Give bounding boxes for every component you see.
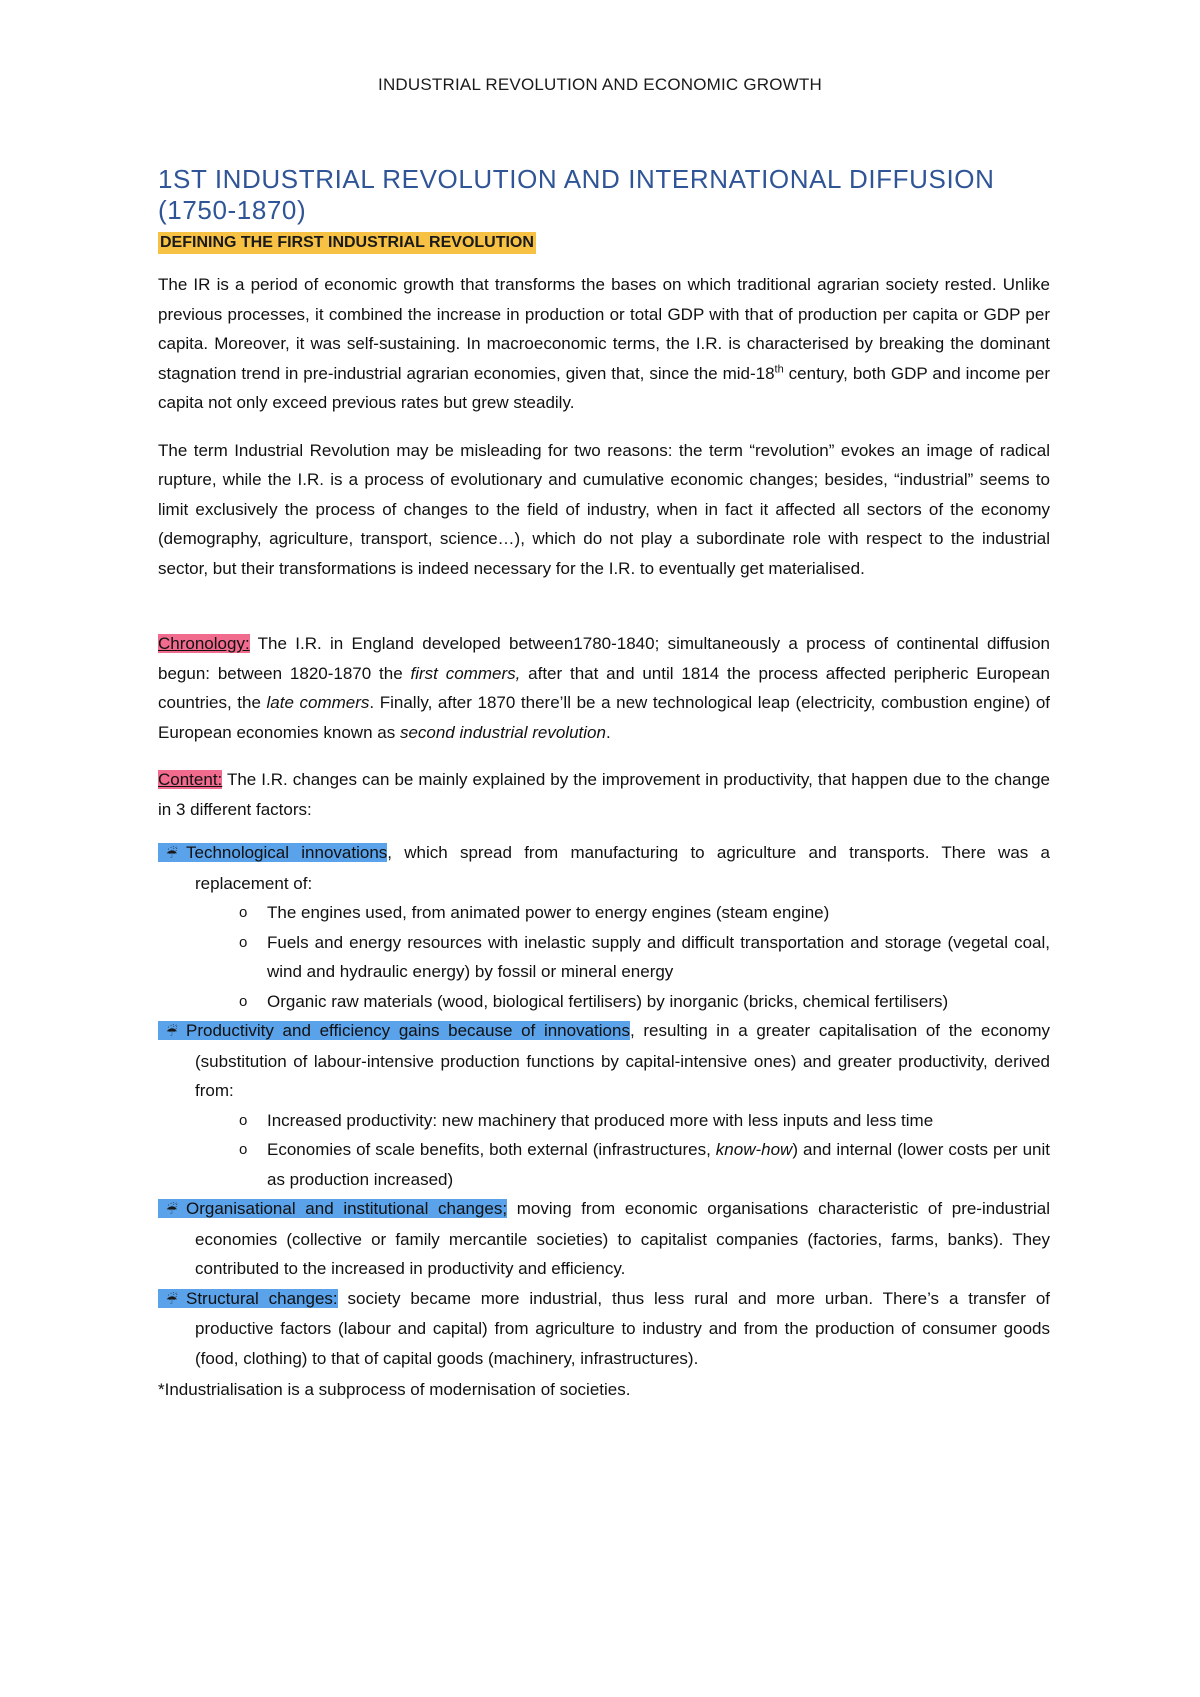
sub-list (195, 1106, 1050, 1195)
sub-item-text: Fuels and energy resources with inelastic supply and difficult transportation and storage (vegetal coal, wind and hydraulic energy) by fossil or mineral energy (267, 932, 1050, 981)
list-item (166, 838, 1050, 1016)
footnote: *Industrialisation is a subprocess of modernisation of societies. (158, 1380, 631, 1399)
chronology-label: Chronology: (158, 634, 250, 653)
italic-term: first commers, (410, 663, 521, 683)
page-title: 1ST INDUSTRIAL REVOLUTION AND INTERNATIONAL DIFFUSION (1750-1870) (158, 164, 995, 225)
paragraph-text: century, both GDP and income per capita not only exceed previous rates but grew steadily. (158, 363, 1050, 412)
umbrella-bullet-icon: ☔ (166, 1202, 178, 1217)
factor-list (158, 838, 1050, 1373)
sub-list-item (239, 898, 1050, 928)
umbrella-bullet-icon: ☔ (166, 1024, 178, 1039)
sub-list-item (239, 928, 1050, 987)
italic-term: know-how (715, 1140, 793, 1159)
italic-term: late commers (266, 693, 370, 712)
bullet-text: , which spread from manufacturing to agriculture and transports. There was a replacement of: (195, 843, 1050, 893)
bullet-label: Structural changes: (186, 1288, 338, 1308)
list-item (166, 1194, 1050, 1284)
bullet-highlight (158, 1199, 507, 1218)
superscript: th (774, 362, 784, 375)
umbrella-bullet-icon: ☔ (166, 1291, 178, 1307)
sub-list-item (239, 1106, 1050, 1136)
paragraph-content (158, 765, 1050, 824)
bullet-text: , resulting in a greater capitalisation of the economy (substitution of labour-intensive production functions by capital-intensive ones) and greater productivity, derived from: (195, 1021, 1051, 1100)
paragraph-text: The I.R. changes can be mainly explained by the improvement in productivity, that happen due to the change in 3 different factors: (158, 770, 1050, 819)
section-heading: DEFINING THE FIRST INDUSTRIAL REVOLUTION (158, 232, 536, 254)
circle-bullet-icon: o (239, 1111, 248, 1129)
bullet-text: moving from economic organisations characteristic of pre-industrial economies (collective or family mercantile societies) to capitalist companies (factories, farms, banks). They contributed to the increased in productivity and efficiency. (195, 1199, 1050, 1278)
paragraph-text: after that and until 1814 the process affected peripheric European countries, the (158, 663, 1051, 712)
sub-item-text: ) and internal (lower costs per unit as production increased) (267, 1140, 1050, 1189)
paragraph-text: . Finally, after 1870 there’ll be a new technological leap (electricity, combustion engine) of European economies known as (158, 693, 1050, 742)
italic-term: second industrial revolution (399, 722, 606, 742)
circle-bullet-icon: o (239, 1141, 248, 1158)
sub-item-text: Organic raw materials (wood, biological fertilisers) by inorganic (bricks, chemical fertilisers) (267, 991, 949, 1011)
sub-list-item (239, 987, 1050, 1017)
paragraph-terminology: The term Industrial Revolution may be misleading for two reasons: the term “revolution” evokes an image of radical rupture, while the I.R. is a process of evolutionary and cumulative economic changes; besides, “industrial” seems to limit exclusively the process of changes to the field of industry, when in fact it affected all sectors of the economy (demography, agriculture, transport, science…), which do not play a subordinate role with respect to the industrial sector, but their transformations is indeed necessary for the I.R. to eventually get materialised. (158, 440, 1050, 578)
bullet-text: society became more industrial, thus less rural and more urban. There’s a transfer of productive factors (labour and capital) from agriculture to industry and from the production of consumer goods (food, clothing) to that of capital goods (machinery, infrastructures). (195, 1288, 1050, 1368)
paragraph-definition (158, 270, 1050, 418)
bullet-label: Technological innovations (186, 843, 388, 862)
paragraph-text: . (605, 722, 611, 742)
umbrella-bullet-icon: ☔ (166, 846, 178, 861)
sub-list-item (239, 1135, 1050, 1194)
sub-list (195, 898, 1050, 1016)
bullet-label: Productivity and efficiency gains because of innovations (186, 1021, 630, 1040)
circle-bullet-icon: o (239, 992, 248, 1010)
sub-item-text: Economies of scale benefits, both external (infrastructures, (267, 1140, 716, 1159)
document-body (158, 164, 1050, 1405)
bullet-highlight (158, 1021, 630, 1040)
circle-bullet-icon: o (239, 904, 248, 921)
content-label: Content: (158, 770, 223, 789)
paragraph-text: The IR is a period of economic growth that transforms the bases on which traditional agrarian society rested. Unlike previous processes, it combined the increase in production or total GDP with that of production per capita or GDP per capita. Moreover, it was self-sustaining. In macroeconomic terms, the I.R. is characterised by breaking the dominant stagnation trend in pre-industrial agrarian economies, given that, since the mid-18 (158, 275, 1050, 383)
bullet-label: Organisational and institutional changes; (186, 1199, 508, 1218)
paragraph-text: The I.R. in England developed between1780-1840; simultaneously a process of continental diffusion begun: between 1820-1870 the (158, 634, 1050, 683)
circle-bullet-icon: o (239, 933, 248, 951)
sub-item-text: The engines used, from animated power to energy engines (steam engine) (267, 903, 830, 922)
list-item (166, 1284, 1050, 1374)
paragraph-chronology (158, 629, 1050, 747)
bullet-highlight (158, 1289, 338, 1308)
list-item (166, 1016, 1051, 1194)
sub-item-text: Increased productivity: new machinery that produced more with less inputs and less time (267, 1110, 934, 1130)
page-header: INDUSTRIAL REVOLUTION AND ECONOMIC GROWTH (378, 75, 822, 94)
bullet-highlight (158, 843, 387, 862)
